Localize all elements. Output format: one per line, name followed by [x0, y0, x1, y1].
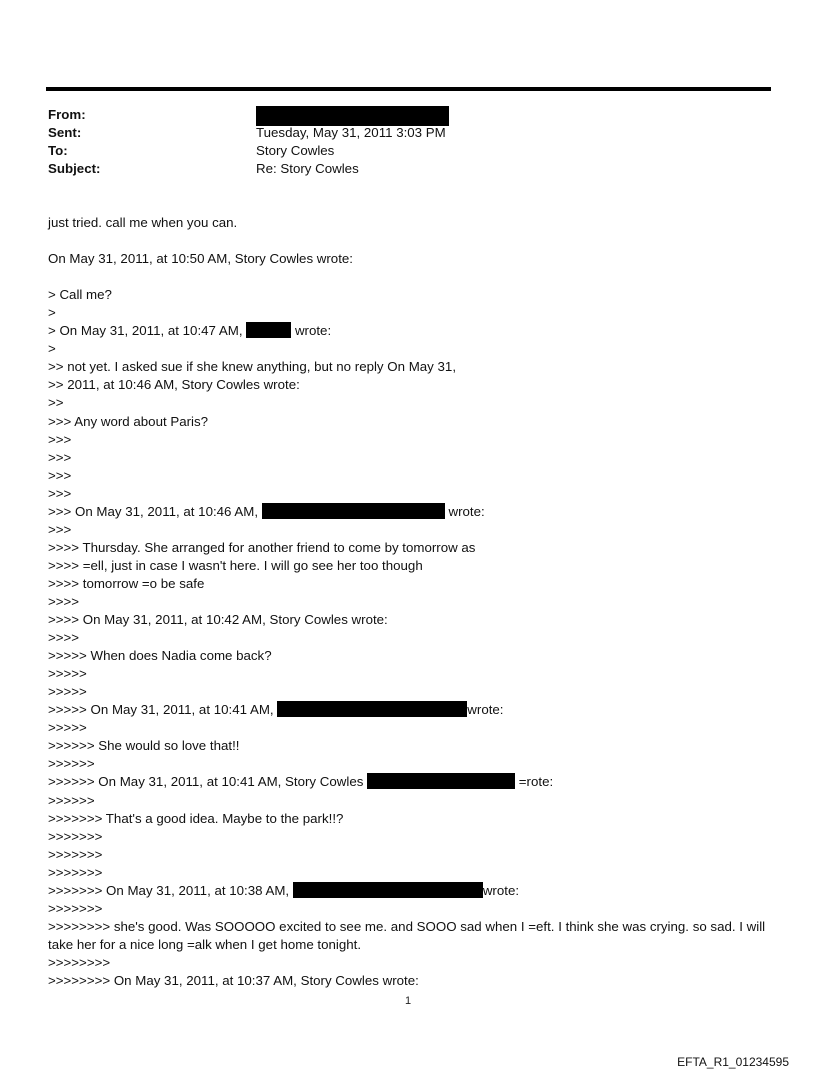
body-line: >>>>>>> — [48, 864, 103, 880]
body-line: >>>>> When does Nadia come back? — [48, 648, 272, 664]
body-line: >>>> Thursday. She arranged for another friend to come by tomorrow as — [48, 539, 476, 555]
body-line — [48, 773, 778, 791]
to-row — [48, 142, 768, 160]
redaction-bar — [277, 701, 467, 717]
page-number: 1 — [404, 995, 412, 1007]
body-line — [48, 503, 778, 521]
to-label: To: — [48, 143, 68, 158]
header-rule — [46, 87, 771, 91]
body-line-suffix: wrote: — [294, 323, 332, 339]
redaction-bar — [293, 882, 483, 898]
body-line-prefix: >>>>> On May 31, 2011, at 10:41 AM, — [48, 702, 274, 718]
body-line: >>>>>>>> On May 31, 2011, at 10:37 AM, Story Cowles wrote: — [48, 972, 419, 988]
body-line: > — [48, 341, 56, 357]
body-line-prefix: >>>>>> On May 31, 2011, at 10:41 AM, Story Cowles — [48, 774, 364, 790]
redaction-bar — [246, 322, 291, 338]
body-line: >> 2011, at 10:46 AM, Story Cowles wrote: — [48, 377, 300, 393]
body-line-prefix: >>> On May 31, 2011, at 10:46 AM, — [48, 503, 259, 519]
body-line: On May 31, 2011, at 10:50 AM, Story Cowles wrote: — [48, 251, 353, 267]
body-line: >>>>>> She would so love that!! — [48, 738, 240, 754]
to-value: Story Cowles — [256, 143, 335, 158]
body-line: > — [48, 305, 56, 321]
email-header — [48, 106, 768, 178]
subject-value: Re: Story Cowles — [256, 161, 359, 176]
body-line: > Call me? — [48, 287, 112, 303]
document-id: EFTA_R1_01234595 — [677, 1055, 789, 1069]
subject-row — [48, 160, 768, 178]
body-line-suffix: =rote: — [518, 774, 554, 790]
blank-line — [48, 268, 778, 286]
sent-value: Tuesday, May 31, 2011 3:03 PM — [256, 125, 446, 140]
body-line: >>>>>>>> she's good. Was SOOOOO excited to see me. and SOOO sad when I =eft. I think she was crying. so sad. I will take her for a nice long =alk when I get home tonight. — [48, 918, 766, 952]
redaction-bar — [262, 503, 445, 519]
body-line: >>> — [48, 431, 72, 447]
body-line: >>>> — [48, 630, 80, 646]
body-line-suffix: wrote: — [482, 882, 520, 898]
subject-label: Subject: — [48, 161, 101, 176]
body-line: >>>>>> — [48, 792, 95, 808]
body-line-suffix: wrote: — [448, 503, 485, 519]
body-line-prefix: >>>>>>> On May 31, 2011, at 10:38 AM, — [48, 882, 290, 898]
body-line — [48, 701, 778, 719]
sent-row — [48, 124, 768, 142]
body-line: >>> — [48, 467, 72, 483]
body-line: >>> — [48, 449, 72, 465]
from-label: From: — [48, 107, 86, 122]
body-line: >>>>>> — [48, 756, 95, 772]
body-line — [48, 882, 778, 900]
body-line: >> not yet. I asked sue if she knew anything, but no reply On May 31, — [48, 359, 457, 375]
body-line: >>>>> — [48, 720, 87, 736]
body-line: >>>>>>> — [48, 900, 103, 916]
body-line-suffix: wrote: — [467, 702, 504, 718]
body-line: just tried. call me when you can. — [48, 215, 238, 230]
body-line: >> — [48, 395, 64, 411]
body-line — [48, 322, 778, 340]
body-line: >>>>> — [48, 684, 87, 700]
blank-line — [48, 232, 778, 250]
body-line-prefix: > On May 31, 2011, at 10:47 AM, — [48, 323, 243, 339]
body-line: >>>> On May 31, 2011, at 10:42 AM, Story Cowles wrote: — [48, 612, 388, 628]
email-body — [48, 214, 778, 990]
redaction-bar — [367, 773, 515, 789]
body-line: >>> Any word about Paris? — [48, 413, 209, 429]
body-line: >>>> =ell, just in case I wasn't here. I will go see her too though — [48, 557, 423, 573]
body-line: >>> — [48, 521, 72, 537]
body-line: >>>>>>> — [48, 828, 103, 844]
body-line: >>>>>>>> — [48, 954, 111, 970]
body-line: >>>> tomorrow =o be safe — [48, 575, 205, 591]
body-line: >>>>>>> That's a good idea. Maybe to the park!!? — [48, 810, 344, 826]
body-line: >>>>> — [48, 666, 87, 682]
redaction-bar — [256, 106, 449, 126]
body-line: >>>>>>> — [48, 846, 103, 862]
body-line: >>> — [48, 485, 72, 501]
body-line: >>>> — [48, 593, 80, 609]
sent-label: Sent: — [48, 125, 82, 140]
from-row — [48, 106, 768, 124]
